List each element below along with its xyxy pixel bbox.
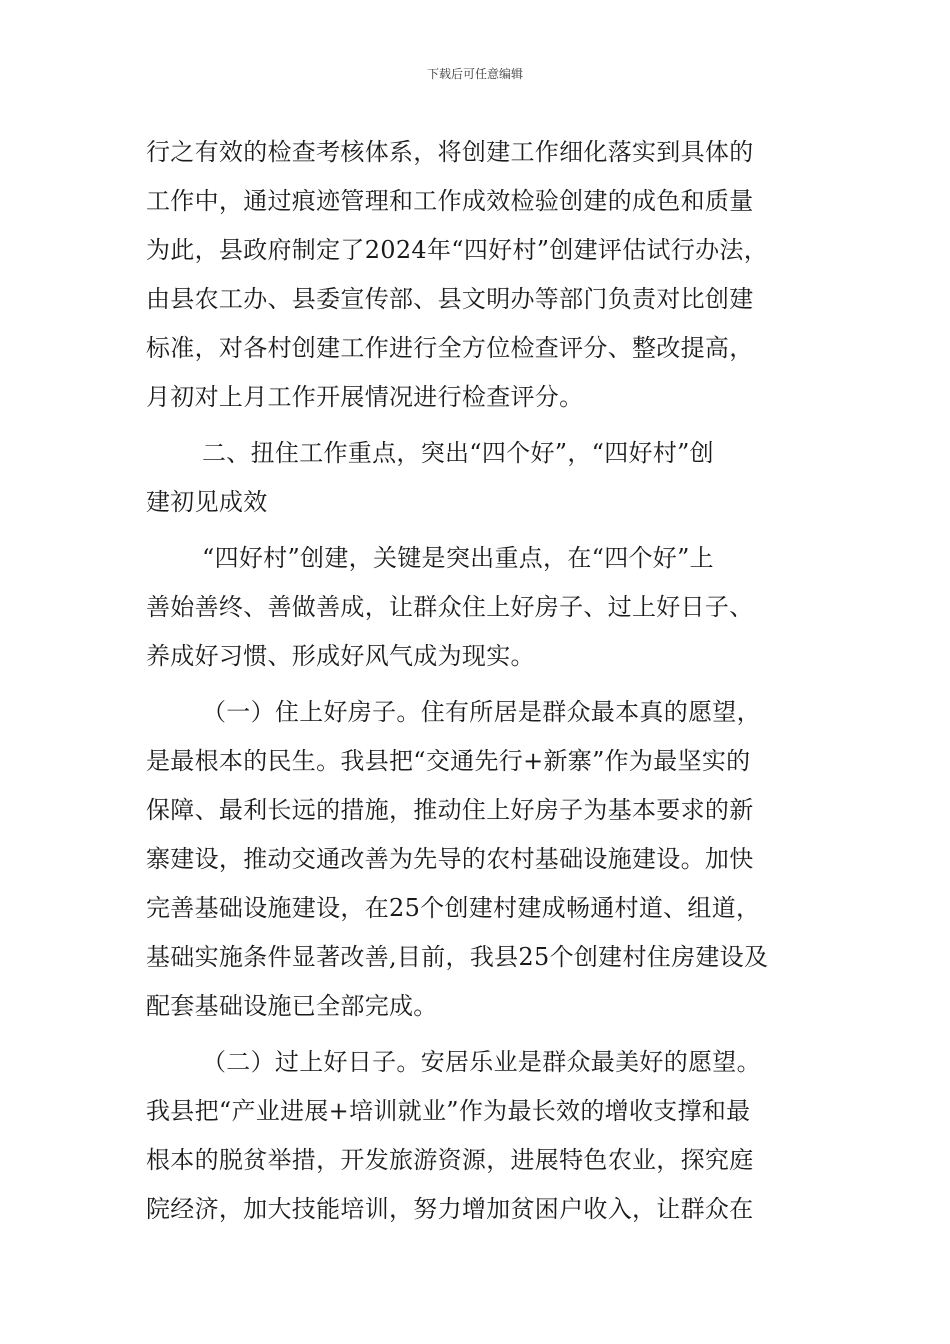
text-line: 善始善终、善做善成，让群众住上好房子、过上好日子、 <box>146 593 754 621</box>
text-line: （二）过上好日子。安居乐业是群众最美好的愿望。 <box>202 1048 761 1076</box>
text-line: 配套基础设施已全部完成。 <box>146 992 438 1020</box>
text-line: 我县把“产业进展+培训就业”作为最长效的增收支撑和最 <box>146 1097 751 1125</box>
text-line: 基础实施条件显著改善,目前，我县25个创建村住房建设及 <box>146 943 769 971</box>
document-body <box>146 128 826 1234</box>
text-line: 根本的脱贫举措，开发旅游资源，进展特色农业，探究庭 <box>146 1146 754 1174</box>
text-line: 是最根本的民生。我县把“交通先行+新寨”作为最坚实的 <box>146 747 751 775</box>
text-line: 为此，县政府制定了2024年“四好村”创建评估试行办法， <box>146 236 769 264</box>
page-header: 下载后可任意编辑 <box>426 67 523 81</box>
text-line: 寨建设，推动交通改善为先导的农村基础设施建设。加快 <box>146 845 754 873</box>
section-heading-line: 建初见成效 <box>146 488 268 516</box>
text-line: 完善基础设施建设，在25个创建村建成畅通村道、组道， <box>146 894 761 922</box>
text-line: 院经济，加大技能培训，努力增加贫困户收入，让群众在 <box>146 1195 754 1223</box>
text-line: 由县农工办、县委宣传部、县文明办等部门负责对比创建 <box>146 285 754 313</box>
section-heading-line: 二、扭住工作重点，突出“四个好”，“四好村”创 <box>202 439 714 467</box>
text-line: （一）住上好房子。住有所居是群众最本真的愿望， <box>202 698 761 726</box>
text-line: 保障、最利长远的措施，推动住上好房子为基本要求的新 <box>146 796 754 824</box>
text-line: “四好村”创建，关键是突出重点，在“四个好”上 <box>202 544 714 572</box>
text-line: 行之有效的检查考核体系，将创建工作细化落实到具体的 <box>146 138 754 166</box>
text-line: 标准，对各村创建工作进行全方位检查评分、整改提高， <box>146 334 754 362</box>
text-line: 月初对上月工作开展情况进行检查评分。 <box>146 383 584 411</box>
text-line: 养成好习惯、形成好风气成为现实。 <box>146 642 535 670</box>
text-line: 工作中，通过痕迹管理和工作成效检验创建的成色和质量 <box>146 187 754 215</box>
